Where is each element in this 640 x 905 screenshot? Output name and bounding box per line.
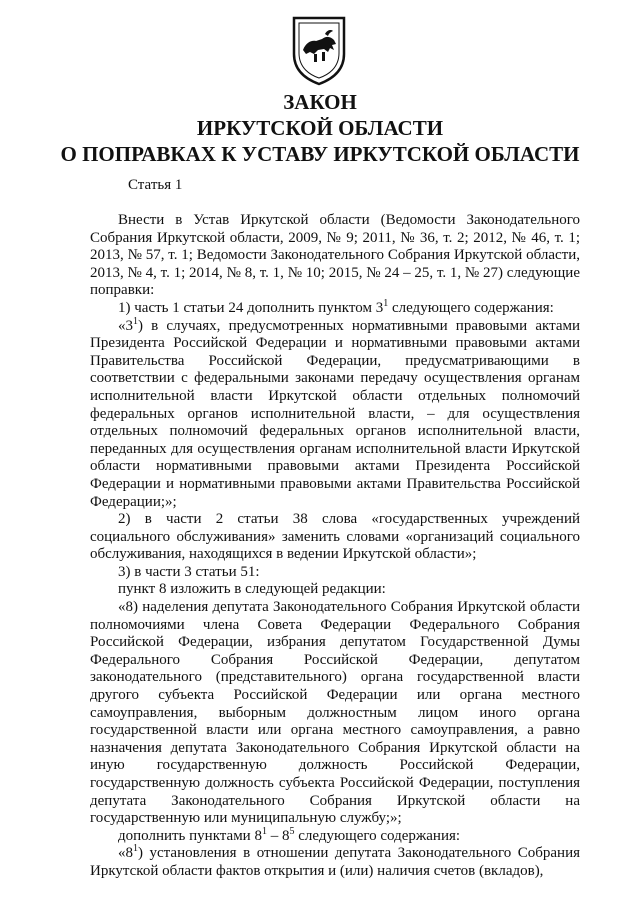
paragraph-point-8: «8) наделения депутата Законодательного Собрания Иркутской области полномочиями члена Совета Федерации Федерального Собрания Российской Федерации, избрания депутатом Государственной Думы Федерального Собрания Российской Федерации, депутатом законодательного (представительного) органа государственной власти другого субъекта Российской Федерации или органа местного самоуправления, выборным должностным лицом иного органа государственной власти или органа местного самоуправления, а равно назначения депутата Законодательного Собрания Иркутской области на иную государственную должность Российской Федерации, государственную должность субъекта Российской Федерации, поступления депутата Законодательного Собрания Иркутской области на государственную или муниципальную службу;»; bbox=[90, 599, 580, 827]
coat-of-arms-icon bbox=[290, 14, 348, 86]
paragraph-point-8-intro: пункт 8 изложить в следующей редакции: bbox=[118, 581, 386, 598]
article-heading: Статья 1 bbox=[128, 177, 183, 193]
title-subject: О ПОПРАВКАХ К УСТАВУ ИРКУТСКОЙ ОБЛАСТИ bbox=[60, 142, 580, 166]
paragraph-intro: Внести в Устав Иркутской области (Ведомости Законодательного Собрания Иркутской области, 2009, № 9; 2011, № 36, т. 2; 2012, № 46, т. 1; 2013, № 57, т. 1; Ведомости Законодательного Собрания Иркутской области, 2013, № 4, т. 1; 2014, № 8, т. 1, № 10; 2015, № 24 – 25, т. 1, № 27) следующие поправки: bbox=[90, 212, 580, 299]
paragraph-point-8-1: «$8^1$) установления в отношении депутата Законодательного Собрания Иркутской области фактов открытия и (или) наличия счетов (вкладов), bbox=[90, 843, 580, 879]
paragraph-amendment-1: 1) часть 1 статьи 24 дополнить пунктом $3^1$ следующего содержания: bbox=[118, 297, 554, 316]
paragraph-add-points: дополнить пунктами $8^1 - 8^5$ следующего содержания: bbox=[118, 825, 461, 844]
document-title-block bbox=[0, 90, 640, 167]
title-law: ЗАКОН bbox=[283, 90, 357, 114]
title-region: ИРКУТСКОЙ ОБЛАСТИ bbox=[196, 116, 444, 140]
document-body bbox=[90, 212, 580, 881]
paragraph-amendment-3: 3) в части 3 статьи 51: bbox=[118, 563, 260, 580]
paragraph-amendment-2: 2) в части 2 статьи 38 слова «государственных учреждений социального обслуживания» заменить словами «организаций социального обслуживания, находящихся в ведении Иркутской области»; bbox=[90, 511, 580, 563]
paragraph-point-3-1: «$3^1$) в случаях, предусмотренных нормативными правовыми актами Президента Российской Федерации и нормативными правовыми актами Правительства Российской Федерации, предусматривающими в соответствии с федеральными законами передачу осуществления органам исполнительной власти Иркутской области отдельных полномочий федеральных органов исполнительной власти, – для осуществления отдельных полномочий федеральных органов исполнительной власти, переданных для осуществления органам исполнительной власти Иркутской области нормативными правовыми актами Президента Российской Федерации и нормативными правовыми актами Правительства Российской Федерации;»; bbox=[90, 315, 580, 510]
